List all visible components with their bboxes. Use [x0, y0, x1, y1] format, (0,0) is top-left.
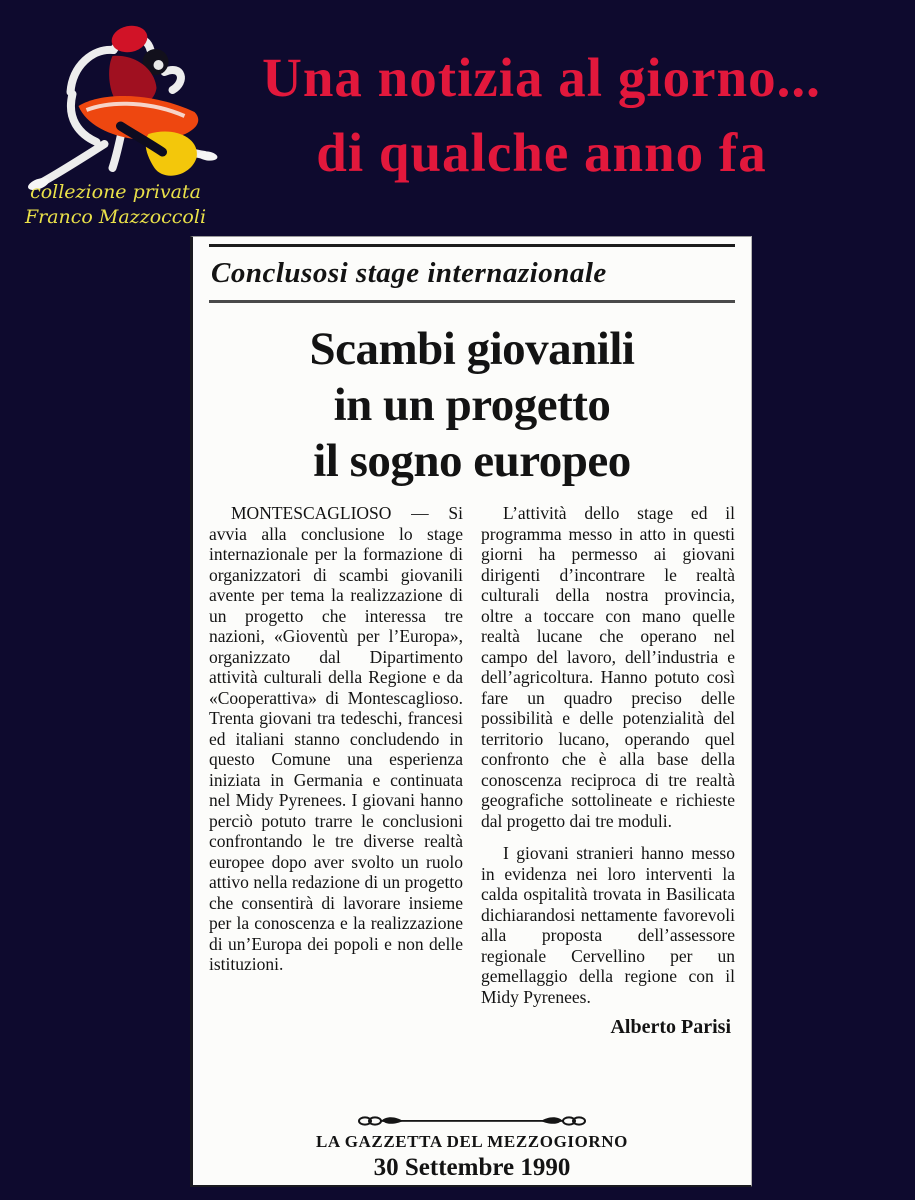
issue-date: 30 Settembre 1990: [373, 1154, 571, 1181]
headline-line-1: Scambi giovanili: [309, 323, 635, 375]
clipping-footer: [193, 1113, 751, 1182]
article-column-right: [481, 503, 735, 1038]
article-column-left: [209, 503, 463, 1038]
page-title-line-2: di qualche anno fa: [316, 122, 767, 183]
newspaper-name: LA GAZZETTA DEL MEZZOGIORNO: [315, 1132, 629, 1151]
ornament-divider-icon: [357, 1113, 587, 1129]
kicker-rule-bottom: [209, 300, 735, 303]
page-title-line-1: Una notizia al giorno...: [262, 47, 821, 108]
credit-line-2: Franco Mazzoccoli: [24, 206, 207, 228]
newspaper-clipping: [190, 236, 752, 1187]
article-body: [209, 503, 735, 1038]
headline-line-3: il sogno europeo: [313, 435, 631, 487]
page-title: [168, 40, 915, 190]
headline: [209, 321, 735, 489]
collection-credit: [8, 180, 223, 230]
kicker: Conclusosi stage internazionale: [211, 257, 607, 289]
credit-line-1: collezione privata: [30, 181, 201, 203]
article-paragraph: I giovani stranieri hanno messo in evidenza nei loro interventi la calda ospitalità trovata in Basilicata dichiarandosi nettamente favorevoli alla proposta dell’assessore regionale Cervellino per un gemellaggio della regione con il Midy Pyrenees.: [481, 843, 735, 1007]
article-paragraph: L’attività dello stage ed il programma messo in atto in questi giorni ha permesso ai giovani dirigenti d’incontrare le realtà culturali della nostra provincia, oltre a toccare con mano quelle realtà lucane che operano nel campo del lavoro, dell’industria e dell’agricoltura. Hanno potuto così fare un quadro preciso delle possibilità e delle potenzialità del territorio lucano, operando quel confronto che è alla base della conoscenza reciproca di tre realtà geografiche sottolineate e richieste dal progetto dai tre moduli.: [481, 503, 735, 831]
byline: Alberto Parisi: [610, 1016, 731, 1038]
headline-line-2: in un progetto: [333, 379, 611, 431]
article-paragraph: MONTESCAGLIOSO — Si avvia alla conclusione lo stage internazionale per la formazione di organizzatori di scambi giovanili avente per tema la realizzazione di un progetto che interessa tre nazioni, «Gioventù per l’Europa», organizzato dal Dipartimento attività culturali della Regione e da «Cooperattiva» di Montescaglioso. Trenta giovani tra tedeschi, francesi ed italiani stanno concludendo in questo Comune una esperienza iniziata in Germania e continuata nel Midy Pyrenees. I giovani hanno perciò potuto trarre le conclusioni confrontando le tre diverse realtà europee dopo aver svolto un ruolo attivo nella redazione di un progetto che consentirà di lavorare insieme per la conoscenza e la realizzazione di un’Europa dei popoli e non delle istituzioni.: [209, 503, 463, 974]
